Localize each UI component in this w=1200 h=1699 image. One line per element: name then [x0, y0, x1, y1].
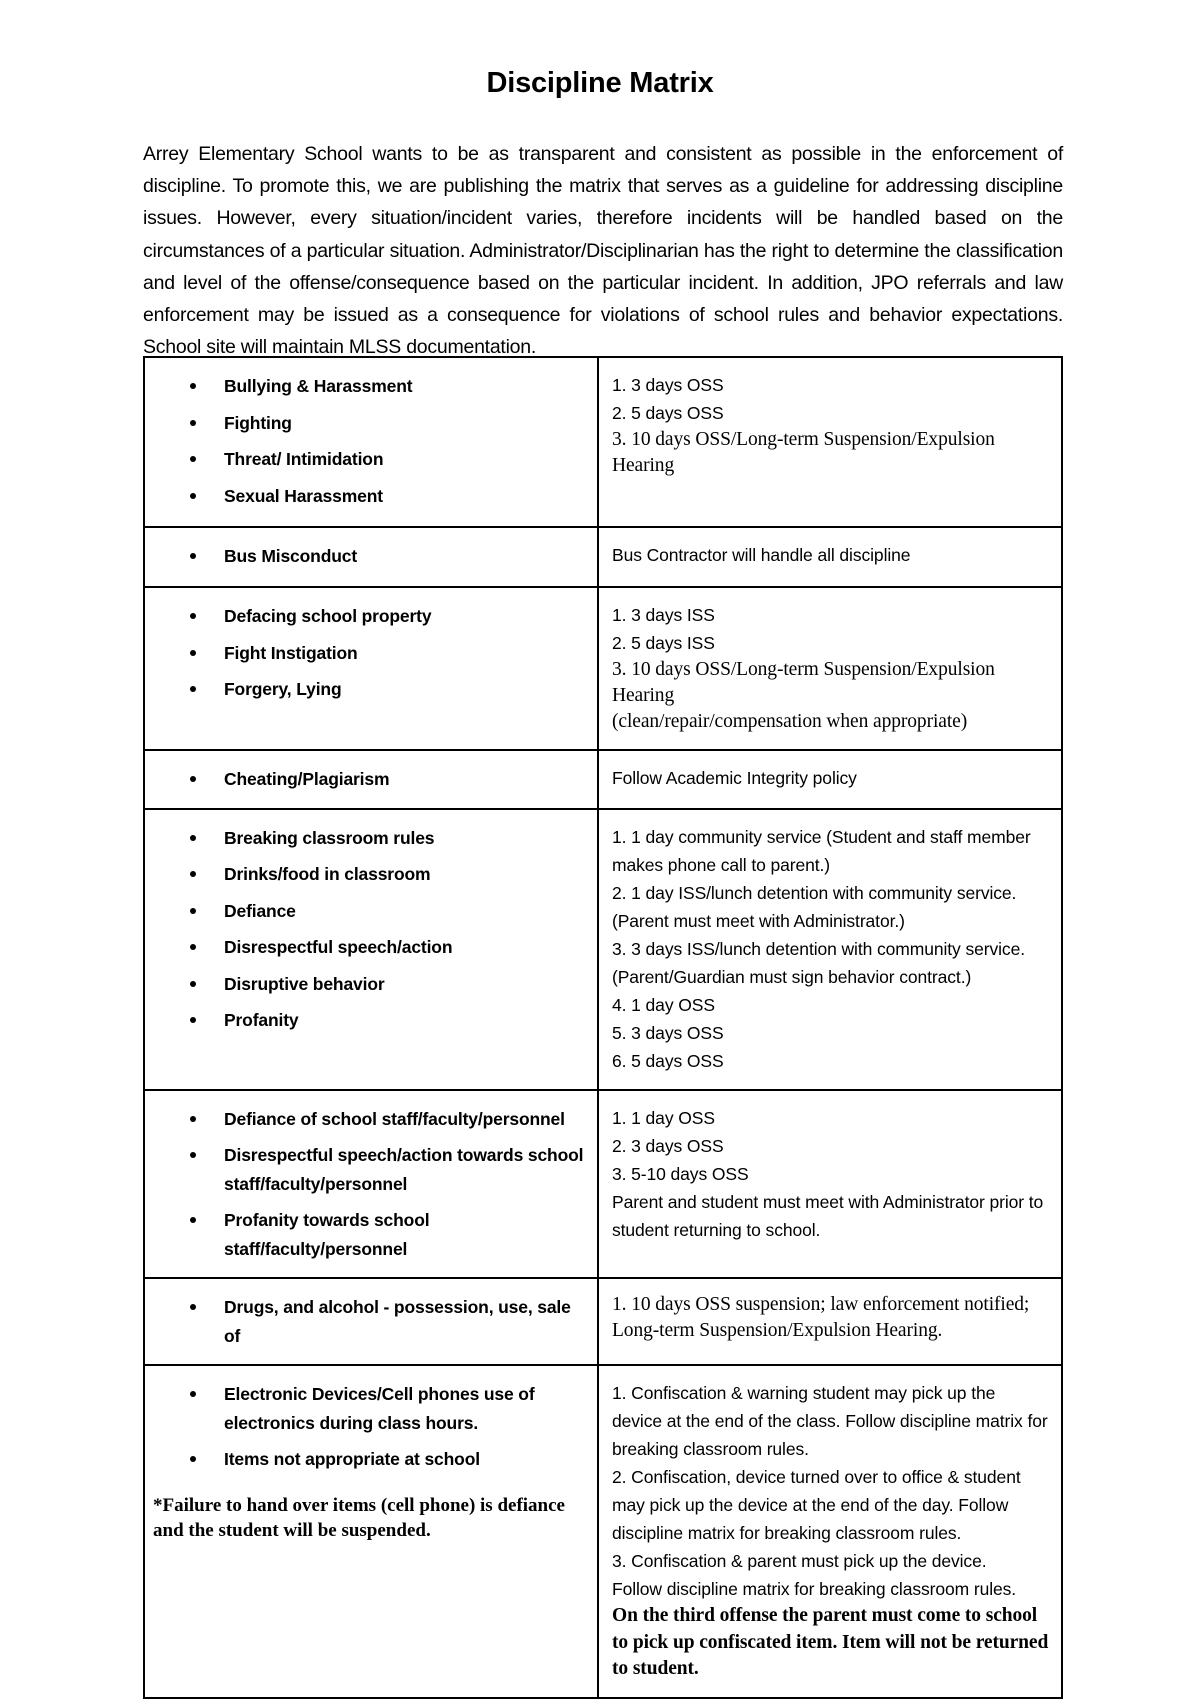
- consequence-line: 3. 10 days OSS/Long-term Suspension/Expulsion Hearing: [612, 659, 995, 706]
- consequence-line: 2. 1 day ISS/lunch detention with community service. (Parent must meet with Administrator.): [612, 882, 1017, 931]
- offense-item: Items not appropriate at school: [145, 1445, 587, 1474]
- offense-cell-content: [145, 358, 597, 526]
- consequence-line: Bus Contractor will handle all discipline: [612, 545, 911, 565]
- consequence-cell-content: [599, 1091, 1061, 1258]
- offense-list: [145, 765, 587, 794]
- consequence-line: 6. 5 days OSS: [612, 1050, 724, 1071]
- offense-item: Drugs, and alcohol - possession, use, sale of: [145, 1293, 587, 1350]
- consequence-line: 1. 1 day OSS: [612, 1107, 715, 1128]
- consequence-line: On the third offense the parent must come to school to pick up confiscated item. Item will not be returned to student.: [612, 1605, 1049, 1679]
- offense-cell: [144, 527, 598, 587]
- offense-list: [145, 1293, 587, 1350]
- consequence-line: Parent and student must meet with Administrator prior to student returning to school.: [612, 1191, 1044, 1240]
- consequence-line: 1. 1 day community service (Student and staff member makes phone call to parent.): [612, 826, 1031, 875]
- consequence-line: Follow Academic Integrity policy: [612, 768, 857, 788]
- consequence-line: 4. 1 day OSS: [612, 994, 715, 1015]
- offense-item: Fight Instigation: [145, 639, 587, 668]
- offense-item: Disrespectful speech/action towards school staff/faculty/personnel: [145, 1141, 587, 1198]
- offense-item: Disrespectful speech/action: [145, 933, 587, 962]
- offense-item: Defiance of school staff/faculty/personnel: [145, 1105, 587, 1134]
- offense-list: [145, 1380, 587, 1474]
- consequence-line: 3. 3 days ISS/lunch detention with community service. (Parent/Guardian must sign behavior contract.): [612, 938, 1025, 987]
- consequence-line: 3. Confiscation & parent must pick up the device.: [612, 1551, 987, 1571]
- consequence-line: (clean/repair/compensation when appropriate): [612, 711, 968, 732]
- offense-cell-content: [145, 1366, 597, 1634]
- offense-list: [145, 372, 587, 510]
- consequence-line: 2. 3 days OSS: [612, 1135, 724, 1156]
- consequence-cell: [598, 587, 1062, 750]
- consequence-line: 3. 5-10 days OSS: [612, 1163, 749, 1184]
- offense-cell-content: [145, 751, 597, 808]
- consequence-line: 1. Confiscation & warning student may pick up the device at the end of the class. Follow discipline matrix for breaking classroom rules.: [612, 1383, 1048, 1459]
- consequence-cell: [598, 1278, 1062, 1365]
- consequence-line: 1. 10 days OSS suspension; law enforcement notified; Long-term Suspension/Expulsion Hearing.: [612, 1294, 1030, 1341]
- consequence-line: Follow discipline matrix for breaking classroom rules.: [612, 1579, 1017, 1599]
- offense-item: Bus Misconduct: [145, 542, 587, 571]
- consequence-cell: [598, 1090, 1062, 1279]
- consequence-cell-content: [599, 1366, 1061, 1697]
- consequence-cell: [598, 357, 1062, 527]
- offense-item: Bullying & Harassment: [145, 372, 587, 401]
- offense-cell-content: [145, 810, 597, 1049]
- offense-cell: [144, 357, 598, 527]
- offense-cell: [144, 809, 598, 1090]
- consequence-cell: [598, 809, 1062, 1090]
- offense-cell: [144, 750, 598, 809]
- consequence-line: 5. 3 days OSS: [612, 1022, 724, 1043]
- consequence-cell-content: [599, 810, 1061, 1089]
- offense-cell: [144, 1278, 598, 1365]
- consequence-cell-content: [599, 588, 1061, 749]
- consequence-cell-content: [599, 751, 1061, 806]
- offense-cell-content: [145, 1091, 597, 1278]
- offense-cell-content: [145, 588, 597, 718]
- table-row: [144, 357, 1062, 527]
- consequence-line: 2. Confiscation, device turned over to office & student may pick up the device at the end of the day. Follow discipline matrix for breaking classroom rules.: [612, 1467, 1021, 1543]
- table-row: [144, 527, 1062, 587]
- consequence-cell-content: [599, 358, 1061, 505]
- offense-item: Cheating/Plagiarism: [145, 765, 587, 794]
- offense-item: Sexual Harassment: [145, 482, 587, 511]
- offense-cell-content: [145, 1279, 597, 1364]
- offense-cell-content: [145, 528, 597, 586]
- table-row: [144, 1090, 1062, 1279]
- consequence-line: 2. 5 days ISS: [612, 633, 715, 653]
- table-row: [144, 809, 1062, 1090]
- offense-note: *Failure to hand over items (cell phone) is defiance and the student will be suspended.: [153, 1494, 565, 1541]
- intro-paragraph: Arrey Elementary School wants to be as transparent and consistent as possible in the enforcement of discipline. To promote this, we are publishing the matrix that serves as a guideline for addressing discipline issues. However, every situation/incident varies, therefore incidents will be handled based on the circumstances of a particular situation. Administrator/Disciplinarian has the right to determine the classification and level of the offense/consequence based on the particular incident. In addition, JPO referrals and law enforcement may be issued as a consequence for violations of school rules and behavior expectations. School site will maintain MLSS documentation.: [143, 143, 1063, 359]
- page-title: Discipline Matrix: [486, 67, 714, 99]
- consequence-line: 1. 3 days ISS: [612, 605, 715, 625]
- consequence-cell: [598, 750, 1062, 809]
- offense-item: Defacing school property: [145, 602, 587, 631]
- matrix-body: [144, 357, 1062, 1698]
- consequence-cell-content: [599, 528, 1061, 583]
- offense-item: Profanity: [145, 1006, 587, 1035]
- table-row: [144, 1365, 1062, 1698]
- offense-list: [145, 824, 587, 1035]
- table-row: [144, 1278, 1062, 1365]
- consequence-line: 1. 3 days OSS: [612, 375, 724, 395]
- consequence-cell-content: [599, 1279, 1061, 1358]
- offense-item: Electronic Devices/Cell phones use of electronics during class hours.: [145, 1380, 587, 1437]
- discipline-matrix-table: [143, 356, 1063, 1699]
- consequence-cell: [598, 1365, 1062, 1698]
- offense-cell: [144, 1365, 598, 1698]
- offense-item: Disruptive behavior: [145, 970, 587, 999]
- offense-item: Profanity towards school staff/faculty/personnel: [145, 1206, 587, 1263]
- consequence-line: 3. 10 days OSS/Long-term Suspension/Expulsion Hearing: [612, 429, 995, 476]
- table-row: [144, 587, 1062, 750]
- offense-item: Threat/ Intimidation: [145, 445, 587, 474]
- consequence-line: 2. 5 days OSS: [612, 403, 724, 423]
- offense-item: Fighting: [145, 409, 587, 438]
- offense-item: Defiance: [145, 897, 587, 926]
- offense-cell: [144, 1090, 598, 1279]
- offense-list: [145, 1105, 587, 1264]
- offense-item: Forgery, Lying: [145, 675, 587, 704]
- consequence-cell: [598, 527, 1062, 587]
- offense-list: [145, 542, 587, 571]
- offense-list: [145, 602, 587, 704]
- offense-item: Drinks/food in classroom: [145, 860, 587, 889]
- table-row: [144, 750, 1062, 809]
- offense-cell: [144, 587, 598, 750]
- offense-item: Breaking classroom rules: [145, 824, 587, 853]
